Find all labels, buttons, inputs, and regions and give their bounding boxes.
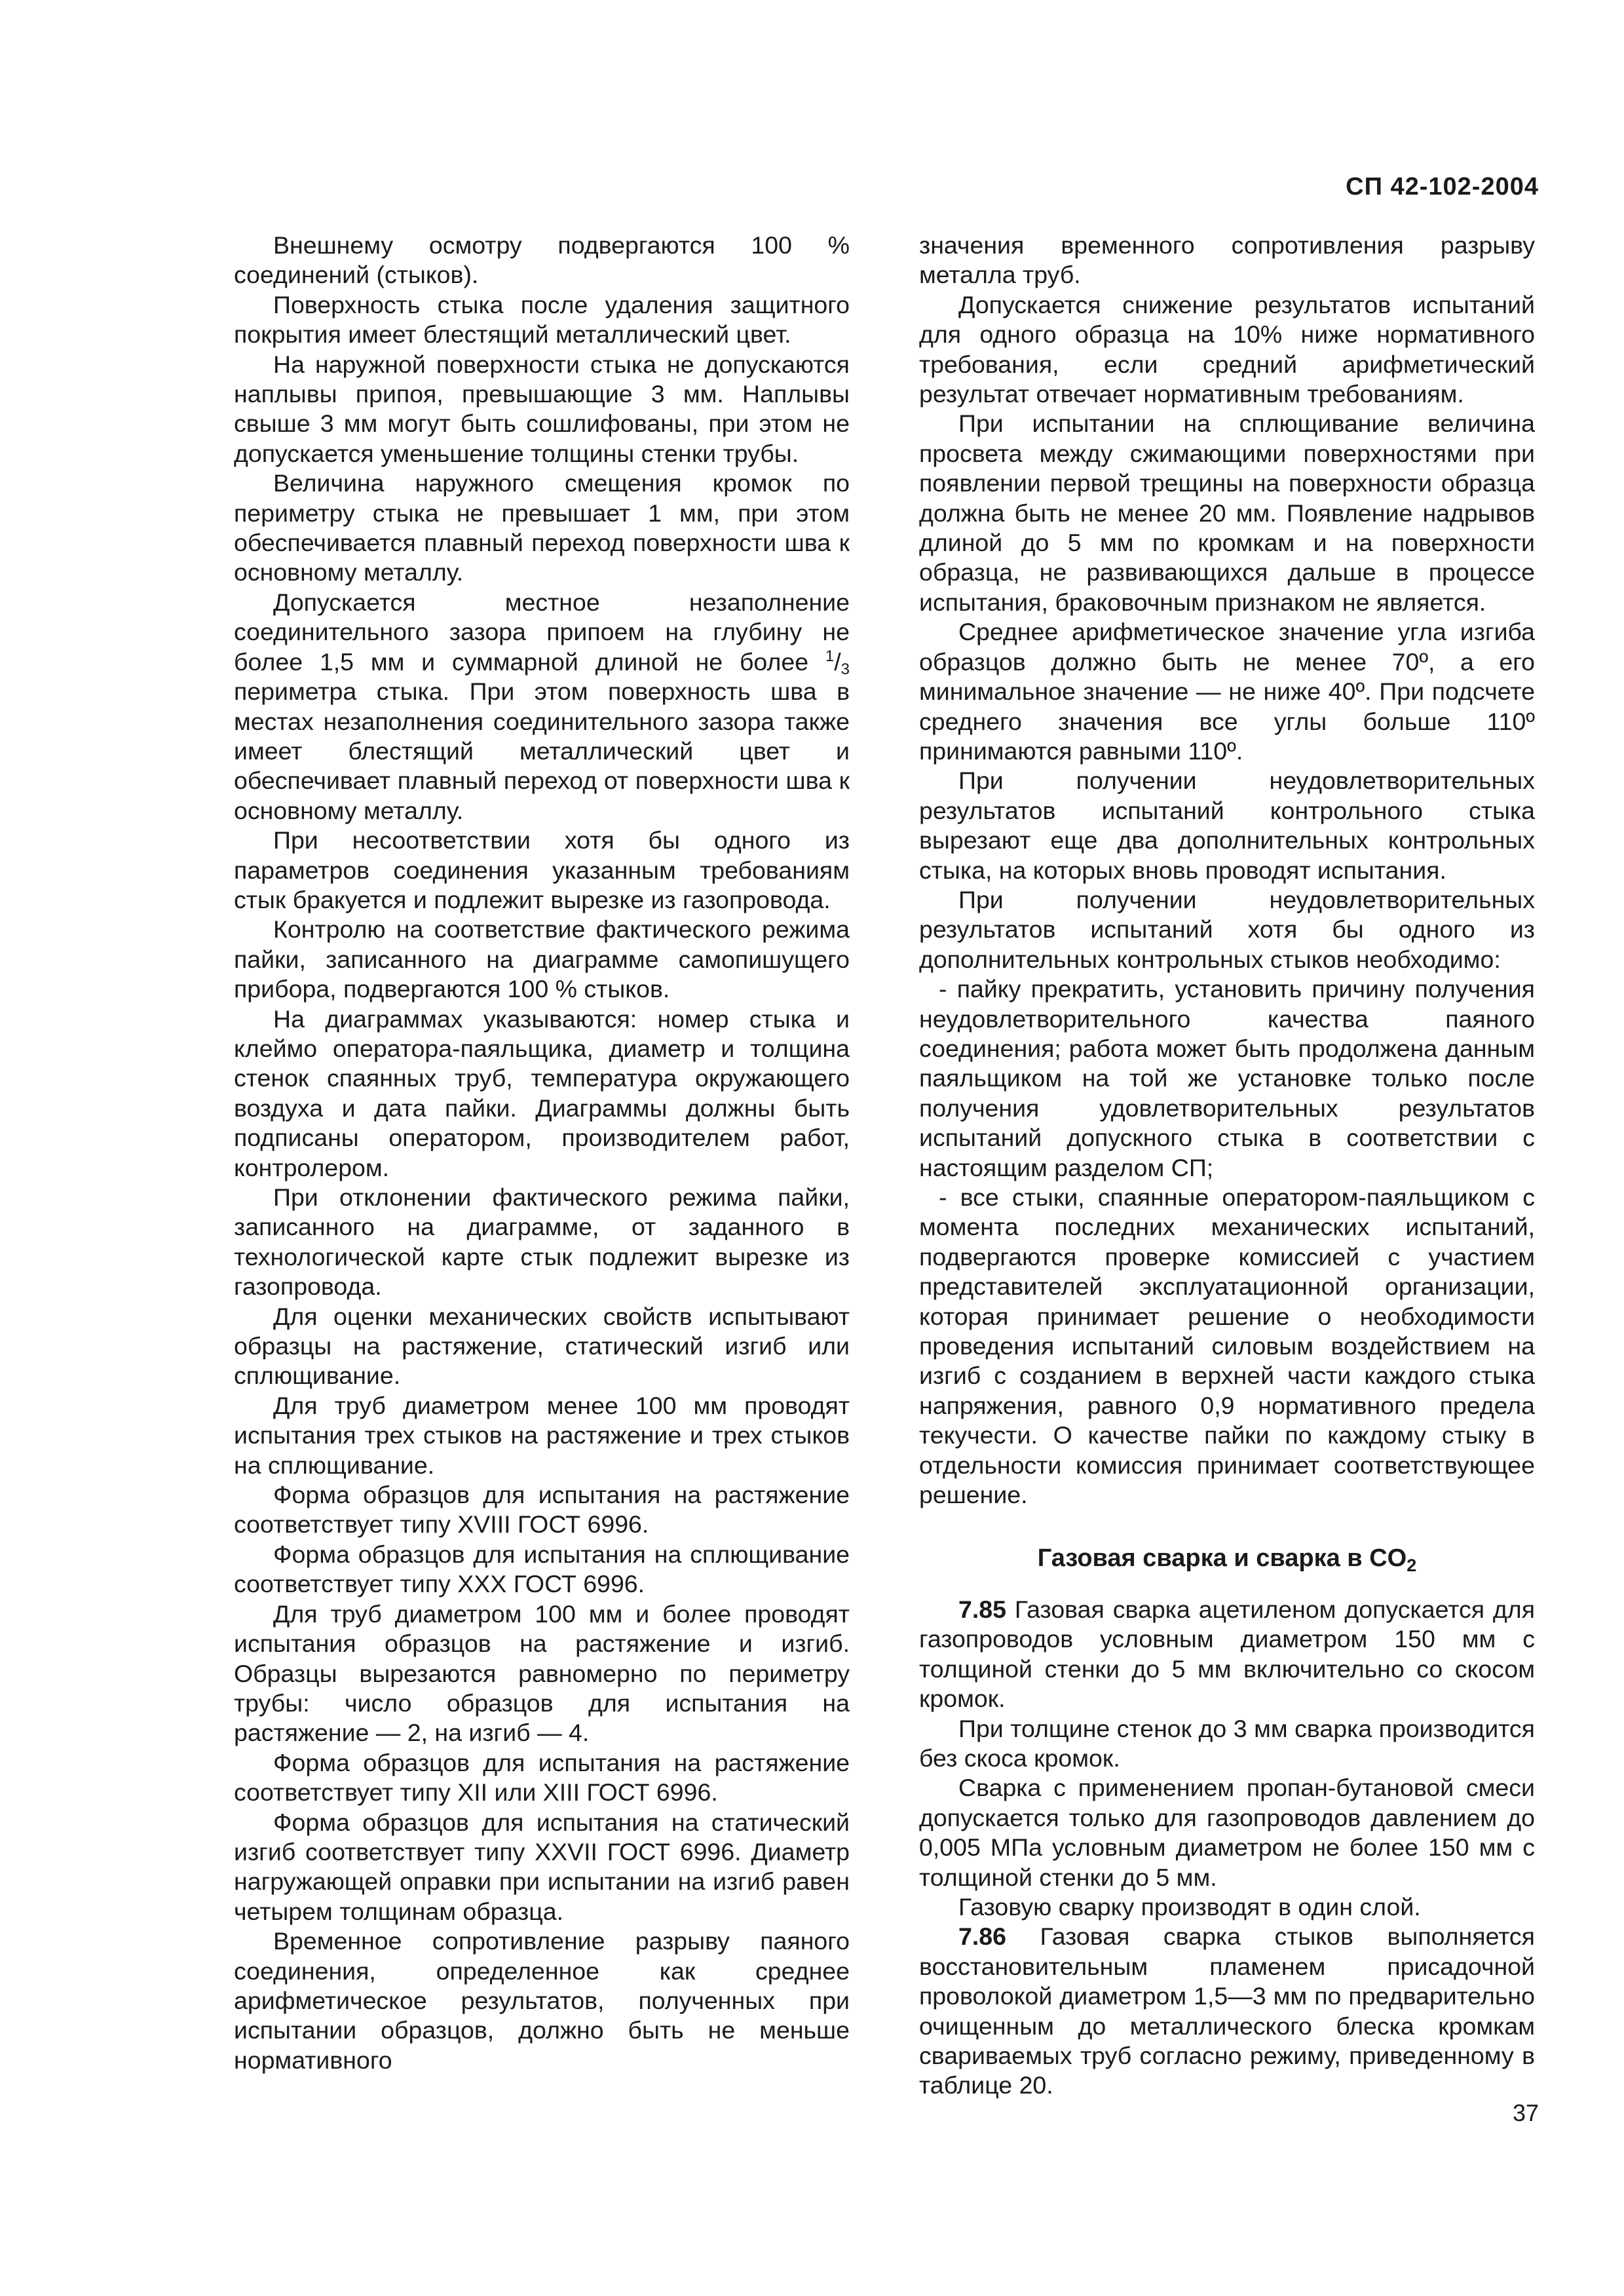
paragraph: Форма образцов для испытания на статический изгиб соответствует типу XXVII ГОСТ 6996. Диаметр нагружающей оправки при испытании на изгиб равен четырем толщинам образца. — [234, 1808, 850, 1925]
paragraph: Величина наружного смещения кромок по периметру стыка не превышает 1 мм, при этом обеспечивается плавный переход поверхности шва к основному металлу. — [234, 469, 850, 586]
fraction: $^1/_3$ — [825, 647, 850, 678]
paragraph: При толщине стенок до 3 мм сварка производится без скоса кромок. — [919, 1714, 1535, 1772]
paragraph: При испытании на сплющивание величина просвета между сжимающими поверхностями при появлении первой трещины на поверхности образца должна быть не менее 20 мм. Появление надрывов длиной до 5 мм по кромкам и на поверхности образца, не развивающихся дальше в процессе испытания, браковочным признаком не является. — [919, 410, 1535, 616]
clause-text: Газовая сварка ацетиленом допускается для газопроводов условным диаметром 150 мм с толщиной стенки до 5 мм включительно со скосом кромок. — [919, 1595, 1535, 1713]
paragraph: Форма образцов для испытания на растяжение соответствует типу XII или XIII ГОСТ 6996. — [234, 1748, 850, 1807]
paragraph-continuation: значения временного сопротивления разрыву металла труб. — [919, 231, 1535, 289]
paragraph: На наружной поверхности стыка не допускаются наплывы припоя, превышающие 3 мм. Наплывы свыше 3 мм могут быть сошлифованы, при этом не допускается уменьшение толщины стенки трубы. — [234, 350, 850, 467]
paragraph: Внешнему осмотру подвергаются 100 % соединений (стыков). — [234, 231, 850, 289]
fraction-numerator: 1 — [825, 647, 835, 665]
clause-number: 7.86 — [958, 1923, 1006, 1951]
right-column — [919, 231, 1535, 2101]
paragraph: При несоответствии хотя бы одного из параметров соединения указанным требованиям стык бракуется и подлежит вырезке из газопровода. — [234, 826, 850, 913]
paragraph-with-fraction — [234, 588, 850, 826]
dash-item: - все стыки, спаянные оператором-паяльщиком с момента последних механических испытаний, подвергаются проверке комиссией с участием представителей эксплуатационной организации, которая принимает решение о необходимости проведения испытаний силовым воздействием на изгиб с созданием в верхней части каждого стыка напряжения, равного 0,9 нормативного предела текучести. О качестве пайки по каждому стыку в отдельности комиссия принимает соответствующее решение. — [919, 1183, 1535, 1509]
paragraph: Для оценки механических свойств испытывают образцы на растяжение, статический изгиб или сплющивание. — [234, 1302, 850, 1390]
paragraph: Для труб диаметром менее 100 мм проводят испытания трех стыков на растяжение и трех стыков на сплющивание. — [234, 1391, 850, 1479]
paragraph: При получении неудовлетворительных результатов испытаний контрольного стыка вырезают еще два дополнительных контрольных стыка, на которых вновь проводят испытания. — [919, 767, 1535, 884]
clause-text: Газовая сварка стыков выполняется восстановительным пламенем присадочной проволокой диаметром 1,5—3 мм по предварительно очищенным до металлического блеска кромкам свариваемых труб согласно режиму, приведенному в таблице 20. — [919, 1923, 1535, 2099]
paragraph: Сварка с применением пропан-бутановой смеси допускается только для газопроводов давлением до 0,005 МПа условным диаметром не более 150 мм с толщиной стенки до 5 мм. — [919, 1774, 1535, 1891]
paragraph: Контролю на соответствие фактического режима пайки, записанного на диаграмме самопишущего прибора, подвергаются 100 % стыков. — [234, 915, 850, 1003]
fraction-denominator: 3 — [840, 660, 850, 678]
paragraph: Газовую сварку производят в один слой. — [958, 1892, 1421, 1921]
dash-item: - пайку прекратить, установить причину получения неудовлетворительного качества паяного соединения; работа может быть продолжена данным паяльщиком на той же установке только после получения удовлетворительных результатов испытаний допускного стыка в соответствии с настоящим разделом СП; — [919, 975, 1535, 1181]
section-heading-subscript: 2 — [1407, 1556, 1417, 1576]
text: периметра стыка. При этом поверхность шва в местах незаполнения соединительного зазора также имеет блестящий металлический цвет и обеспечивает плавный переход от поверхности шва к основному металлу. — [234, 678, 850, 824]
paragraph: Среднее арифметическое значение угла изгиба образцов должно быть не менее 70º, а его минимальное значение — не ниже 40º. При подсчете среднего значения все углы больше 110º принимаются равными 110º. — [919, 618, 1535, 765]
text: Допускается местное незаполнение соединительного зазора припоем на глубину не более 1,5 мм и суммарной длиной не более — [234, 588, 850, 676]
document-code: СП 42-102-2004 — [1346, 173, 1539, 201]
paragraph: Форма образцов для испытания на сплющивание соответствует типу XXX ГОСТ 6996. — [234, 1540, 850, 1598]
clause-7-85 — [919, 1595, 1535, 1714]
paragraph: При получении неудовлетворительных результатов испытаний хотя бы одного из дополнительных контрольных стыков необходимо: — [919, 885, 1535, 973]
section-heading — [919, 1544, 1535, 1576]
paragraph: Поверхность стыка после удаления защитного покрытия имеет блестящий металлический цвет. — [234, 290, 850, 349]
paragraph: При отклонении фактического режима пайки, записанного на диаграмме, от заданного в технологической карте стык подлежит вырезке из газопровода. — [234, 1183, 850, 1301]
section-heading-text: Газовая сварка и сварка в CO — [1037, 1544, 1407, 1573]
page-number: 37 — [1512, 2099, 1539, 2126]
paragraph: Допускается снижение результатов испытаний для одного образца на 10% ниже нормативного требования, если средний арифметический результат отвечает нормативным требованиям. — [919, 290, 1535, 408]
clause-number: 7.85 — [958, 1595, 1006, 1623]
paragraph: Форма образцов для испытания на растяжение соответствует типу XVIII ГОСТ 6996. — [234, 1481, 850, 1539]
paragraph: На диаграммах указываются: номер стыка и клеймо оператора-паяльщика, диаметр и толщина стенок спаянных труб, температура окружающего воздуха и дата пайки. Диаграммы должны быть подписаны оператором, производителем работ, контролером. — [234, 1004, 850, 1181]
left-column — [234, 231, 850, 2075]
paragraph: Временное сопротивление разрыву паяного соединения, определенное как среднее арифметическое результатов, полученных при испытании образцов, должно быть не меньше нормативного — [234, 1927, 850, 2074]
clause-7-86 — [919, 1922, 1535, 2100]
paragraph: Для труб диаметром 100 мм и более проводят испытания образцов на растяжение и изгиб. Образцы вырезаются равномерно по периметру трубы: число образцов для испытания на растяжение — 2, на изгиб — 4. — [234, 1599, 850, 1747]
